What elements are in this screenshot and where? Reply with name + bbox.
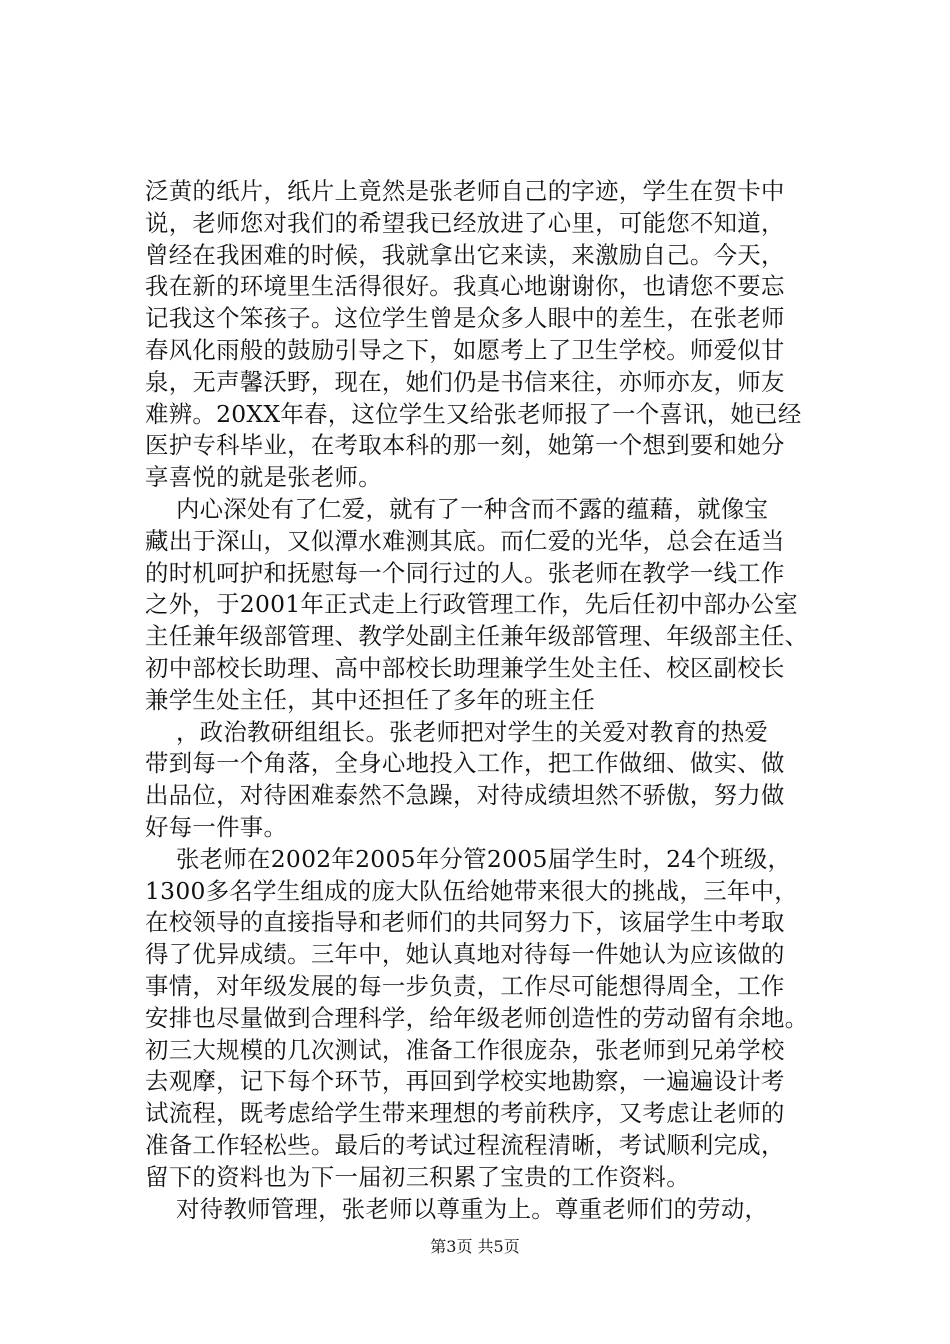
text-line: 好每一件事。 xyxy=(145,812,288,841)
text-line: 试流程，既考虑给学生带来理想的考前秩序，又考虑让老师的 xyxy=(145,1099,785,1128)
document-body xyxy=(145,176,835,1225)
text-line: 初三大规模的几次测试，准备工作很庞杂，张老师到兄弟学校 xyxy=(145,1035,785,1064)
text-line: 藏出于深山，又似潭水难测其底。而仁爱的光华，总会在适当 xyxy=(145,526,785,555)
text-line: 泛黄的纸片，纸片上竟然是张老师自己的字迹，学生在贺卡中 xyxy=(145,177,785,205)
text-line: 享喜悦的就是张老师。 xyxy=(145,463,382,492)
text-line: 说，老师您对我们的希望我已经放进了心里，可能您不知道， xyxy=(145,208,785,237)
text-line: 初中部校长助理、高中部校长助理兼学生处主任、校区副校长 xyxy=(145,653,785,682)
text-line: 安排也尽量做到合理科学，给年级老师创造性的劳动留有余地。 xyxy=(145,1003,809,1032)
text-line: 我在新的环境里生活得很好。我真心地谢谢你，也请您不要忘 xyxy=(145,272,785,301)
text-line: 曾经在我困难的时候，我就拿出它来读，来激励自己。今天， xyxy=(145,240,785,269)
text-line: 的时机呵护和抚慰每一个同行过的人。张老师在教学一线工作 xyxy=(145,558,785,587)
text-line: ，政治教研组组长。张老师把对学生的关爱对教育的热爱 xyxy=(145,717,769,746)
text-line: 记我这个笨孩子。这位学生曾是众多人眼中的差生，在张老师 xyxy=(145,304,785,333)
page-footer: 第3页 共5页 xyxy=(430,1237,520,1256)
text-line: 在校领导的直接指导和老师们的共同努力下，该届学生中考取 xyxy=(145,908,785,937)
text-line: 难辨。20XX年春，这位学生又给张老师报了一个喜讯，她已经 xyxy=(145,399,802,428)
text-line: 泉，无声馨沃野，现在，她们仍是书信来往，亦师亦友，师友 xyxy=(145,367,785,396)
text-line: 春风化雨般的鼓励引导之下，如愿考上了卫生学校。师爱似甘 xyxy=(145,335,785,364)
text-line: 出品位，对待困难泰然不急躁，对待成绩坦然不骄傲，努力做 xyxy=(145,781,785,810)
text-line: 之外，于2001年正式走上行政管理工作，先后任初中部办公室 xyxy=(145,590,798,619)
text-line: 去观摩，记下每个环节，再回到学校实地勘察，一遍遍设计考 xyxy=(145,1067,785,1096)
text-line: 内心深处有了仁爱，就有了一种含而不露的蕴藉，就像宝 xyxy=(145,494,769,523)
text-line: 带到每一个角落，全身心地投入工作，把工作做细、做实、做 xyxy=(145,749,785,778)
text-line: 事情，对年级发展的每一步负责，工作尽可能想得周全，工作 xyxy=(145,971,785,1000)
text-line: 准备工作轻松些。最后的考试过程流程清晰，考试顺利完成， xyxy=(145,1130,785,1159)
text-line: 主任兼年级部管理、教学处副主任兼年级部管理、年级部主任、 xyxy=(145,622,809,651)
text-line: 得了优异成绩。三年中，她认真地对待每一件她认为应该做的 xyxy=(145,940,785,969)
text-line: 张老师在2002年2005年分管2005届学生时，24个班级， xyxy=(145,844,792,873)
text-line: 留下的资料也为下一届初三积累了宝贵的工作资料。 xyxy=(145,1162,690,1191)
text-line: 兼学生处主任，其中还担任了多年的班主任 xyxy=(145,685,596,714)
text-line: 医护专科毕业，在考取本科的那一刻，她第一个想到要和她分 xyxy=(145,431,785,460)
text-line: 对待教师管理，张老师以尊重为上。尊重老师们的劳动， xyxy=(145,1194,769,1223)
text-line: 1300多名学生组成的庞大队伍给她带来很大的挑战，三年中， xyxy=(145,876,798,905)
